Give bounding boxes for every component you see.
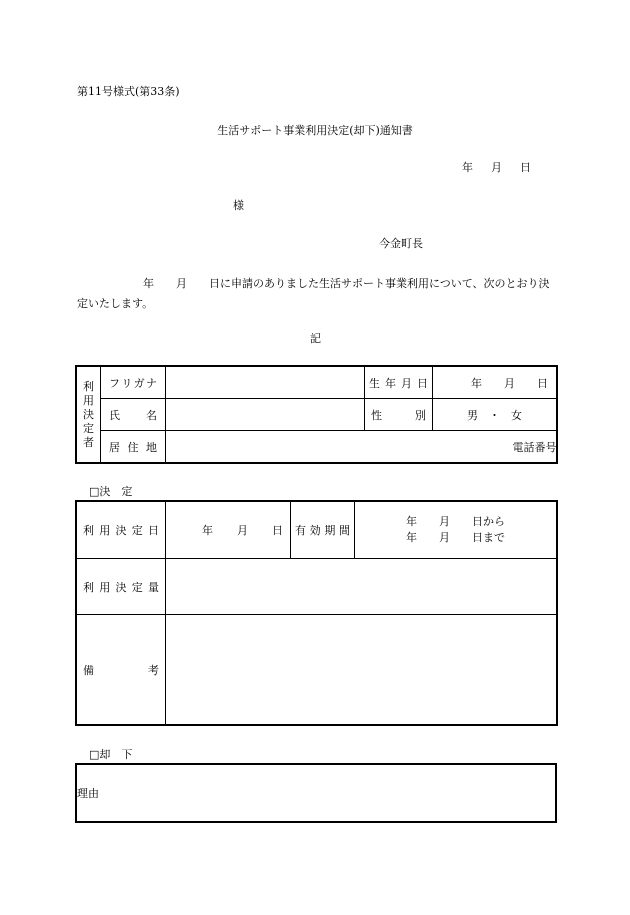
body-text: 年 月 日に申請のありました生活サポート事業利用について、次のとおり決定いたします。 (77, 277, 550, 310)
name-label: 氏 名 (101, 399, 166, 431)
phone-label: 電話番号 (512, 440, 557, 454)
gender-field[interactable]: 男 ・ 女 (433, 399, 557, 431)
period-to: 年 月 日まで (406, 531, 505, 544)
gender-label: 性 別 (365, 399, 433, 431)
issue-date (462, 162, 531, 173)
rejection-reason-field[interactable] (77, 765, 556, 822)
rejection-reason-label: 理由 (77, 787, 99, 800)
decision-amount-field[interactable] (166, 559, 557, 615)
decision-check-label[interactable]: □決 定 (89, 485, 133, 498)
document-title: 生活サポート事業利用決定(却下)通知書 (217, 124, 413, 137)
date-year: 年 (462, 161, 473, 174)
address-label: 居 住 地 (101, 431, 166, 463)
valid-period-label: 有 効 期 間 (291, 502, 355, 559)
furigana-label: フ リ ガ ナ (101, 367, 166, 399)
period-from: 年 月 日から (406, 515, 505, 528)
date-day: 日 (520, 161, 531, 174)
valid-period-field[interactable] (355, 502, 557, 559)
address-field[interactable] (166, 431, 557, 463)
furigana-field[interactable] (166, 367, 365, 399)
decision-date-label: 利 用 決 定 日 (77, 502, 166, 559)
applicant-table (76, 366, 557, 463)
addressee-suffix: 様 (233, 199, 244, 212)
form-number: 第11号様式(第33条) (77, 85, 180, 98)
rejection-table (76, 764, 556, 822)
birthdate-label: 生 年 月 日 (365, 367, 433, 399)
issuer-name: 今金町長 (379, 237, 423, 250)
date-month: 月 (491, 161, 502, 174)
name-field[interactable] (166, 399, 365, 431)
decision-date-field[interactable]: 年 月 日 (166, 502, 291, 559)
remarks-label: 備 考 (77, 615, 166, 725)
rejection-check-label[interactable]: □却 下 (89, 748, 133, 761)
birthdate-field[interactable]: 年 月 日 (433, 367, 557, 399)
decision-amount-label: 利 用 決 定 量 (77, 559, 166, 615)
decision-table (76, 501, 557, 725)
ki-mark: 記 (310, 332, 321, 345)
applicant-side-label: 利 用 決 定 者 (77, 367, 101, 463)
remarks-field[interactable] (166, 615, 557, 725)
